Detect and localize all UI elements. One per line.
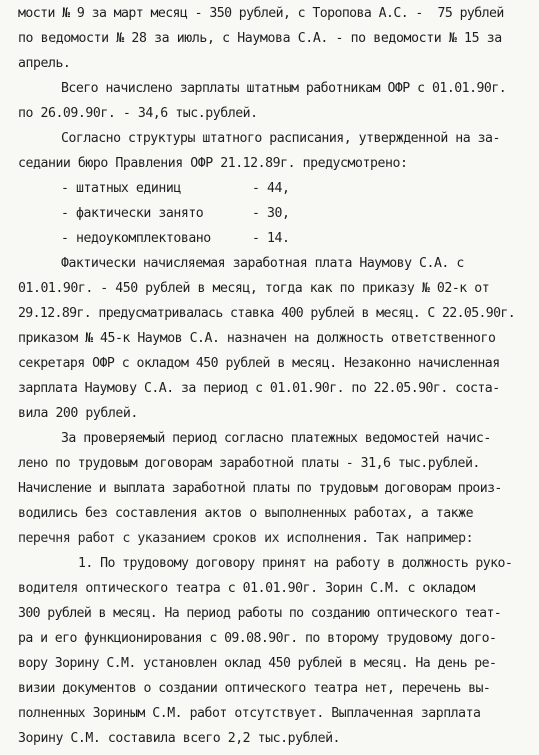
- text-line-16: лено по трудовым договорам заработной платы - 31,6 тыс.рублей.: [18, 456, 480, 471]
- staff-row-3-value: - 14.: [252, 231, 290, 246]
- text-line-7: седании бюро Правления ОФР 21.12.89г. предусмотрено:: [18, 156, 408, 171]
- text-line-6: Согласно структуры штатного расписания, утвержденной на за-: [61, 131, 500, 146]
- text-line-25: визии документов о создании оптического театра нет, перечень вы-: [18, 681, 491, 696]
- text-line-26: полненных Зориным С.М. работ отсутствует. Выплаченная зарплата: [18, 706, 481, 721]
- text-line-13: зарплата Наумову С.А. за период с 01.01.90г. по 22.05.90г. соста-: [18, 381, 500, 396]
- text-line-14: вила 200 рублей.: [18, 406, 138, 421]
- staff-row-1-value: - 44,: [252, 181, 290, 196]
- text-line-23: ра и его функционирования с 09.08.90г. по второму трудовому дого-: [18, 631, 497, 646]
- text-line-2: по ведомости № 28 за июль, с Наумова С.А. - по ведомости № 15 за: [18, 31, 502, 46]
- text-line-1: мости № 9 за март месяц - 350 рублей, с Торопова А.С. - 75 рублей: [18, 6, 504, 21]
- text-line-21: водителя оптического театра с 01.01.90г. Зорин С.М. с окладом: [18, 581, 475, 596]
- text-line-9: 01.01.90г. - 450 рублей в месяц, тогда как по приказу № 02-к от: [18, 281, 490, 296]
- text-line-22: 300 рублей в месяц. На период работы по созданию оптического теат-: [18, 606, 502, 621]
- text-line-12: секретаря ОФР с окладом 450 рублей в месяц. Незаконно начисленная: [18, 356, 500, 371]
- staff-row-1-label: - штатных единиц: [61, 181, 181, 196]
- text-line-4: Всего начислено зарплаты штатным работникам ОФР с 01.01.90г.: [61, 81, 507, 96]
- text-line-20: 1. По трудовому договору принят на работу в должность руко-: [78, 556, 513, 571]
- text-line-27: Зорину С.М. составила всего 2,2 тыс.рублей.: [18, 731, 341, 746]
- staff-row-3-label: - недоукомплектовано: [61, 231, 211, 246]
- text-line-3: апрель.: [18, 56, 71, 71]
- text-line-18: водились без составления актов о выполненных работах, а также: [18, 506, 474, 521]
- text-line-19: перечня работ с указанием сроков их исполнения. Так например:: [18, 531, 474, 546]
- text-line-10: 29.12.89г. предусматривалась ставка 400 рублей в месяц. С 22.05.90г.: [18, 306, 516, 321]
- text-line-24: вору Зорину С.М. установлен оклад 450 рублей в месяц. На день ре-: [18, 656, 497, 671]
- text-line-17: Начисление и выплата заработной платы по трудовым договорам произ-: [18, 481, 502, 496]
- staff-row-2-value: - 30,: [252, 206, 290, 221]
- text-line-5: по 26.09.90г. - 34,6 тыс.рублей.: [18, 106, 258, 121]
- staff-row-2-label: - фактически занято: [61, 206, 204, 221]
- text-line-11: приказом № 45-к Наумов С.А. назначен на должность ответственного: [18, 331, 496, 346]
- text-line-15: За проверяемый период согласно платежных ведомостей начис-: [61, 431, 491, 446]
- text-line-8: Фактически начисляемая заработная плата Наумову С.А. с: [61, 256, 464, 271]
